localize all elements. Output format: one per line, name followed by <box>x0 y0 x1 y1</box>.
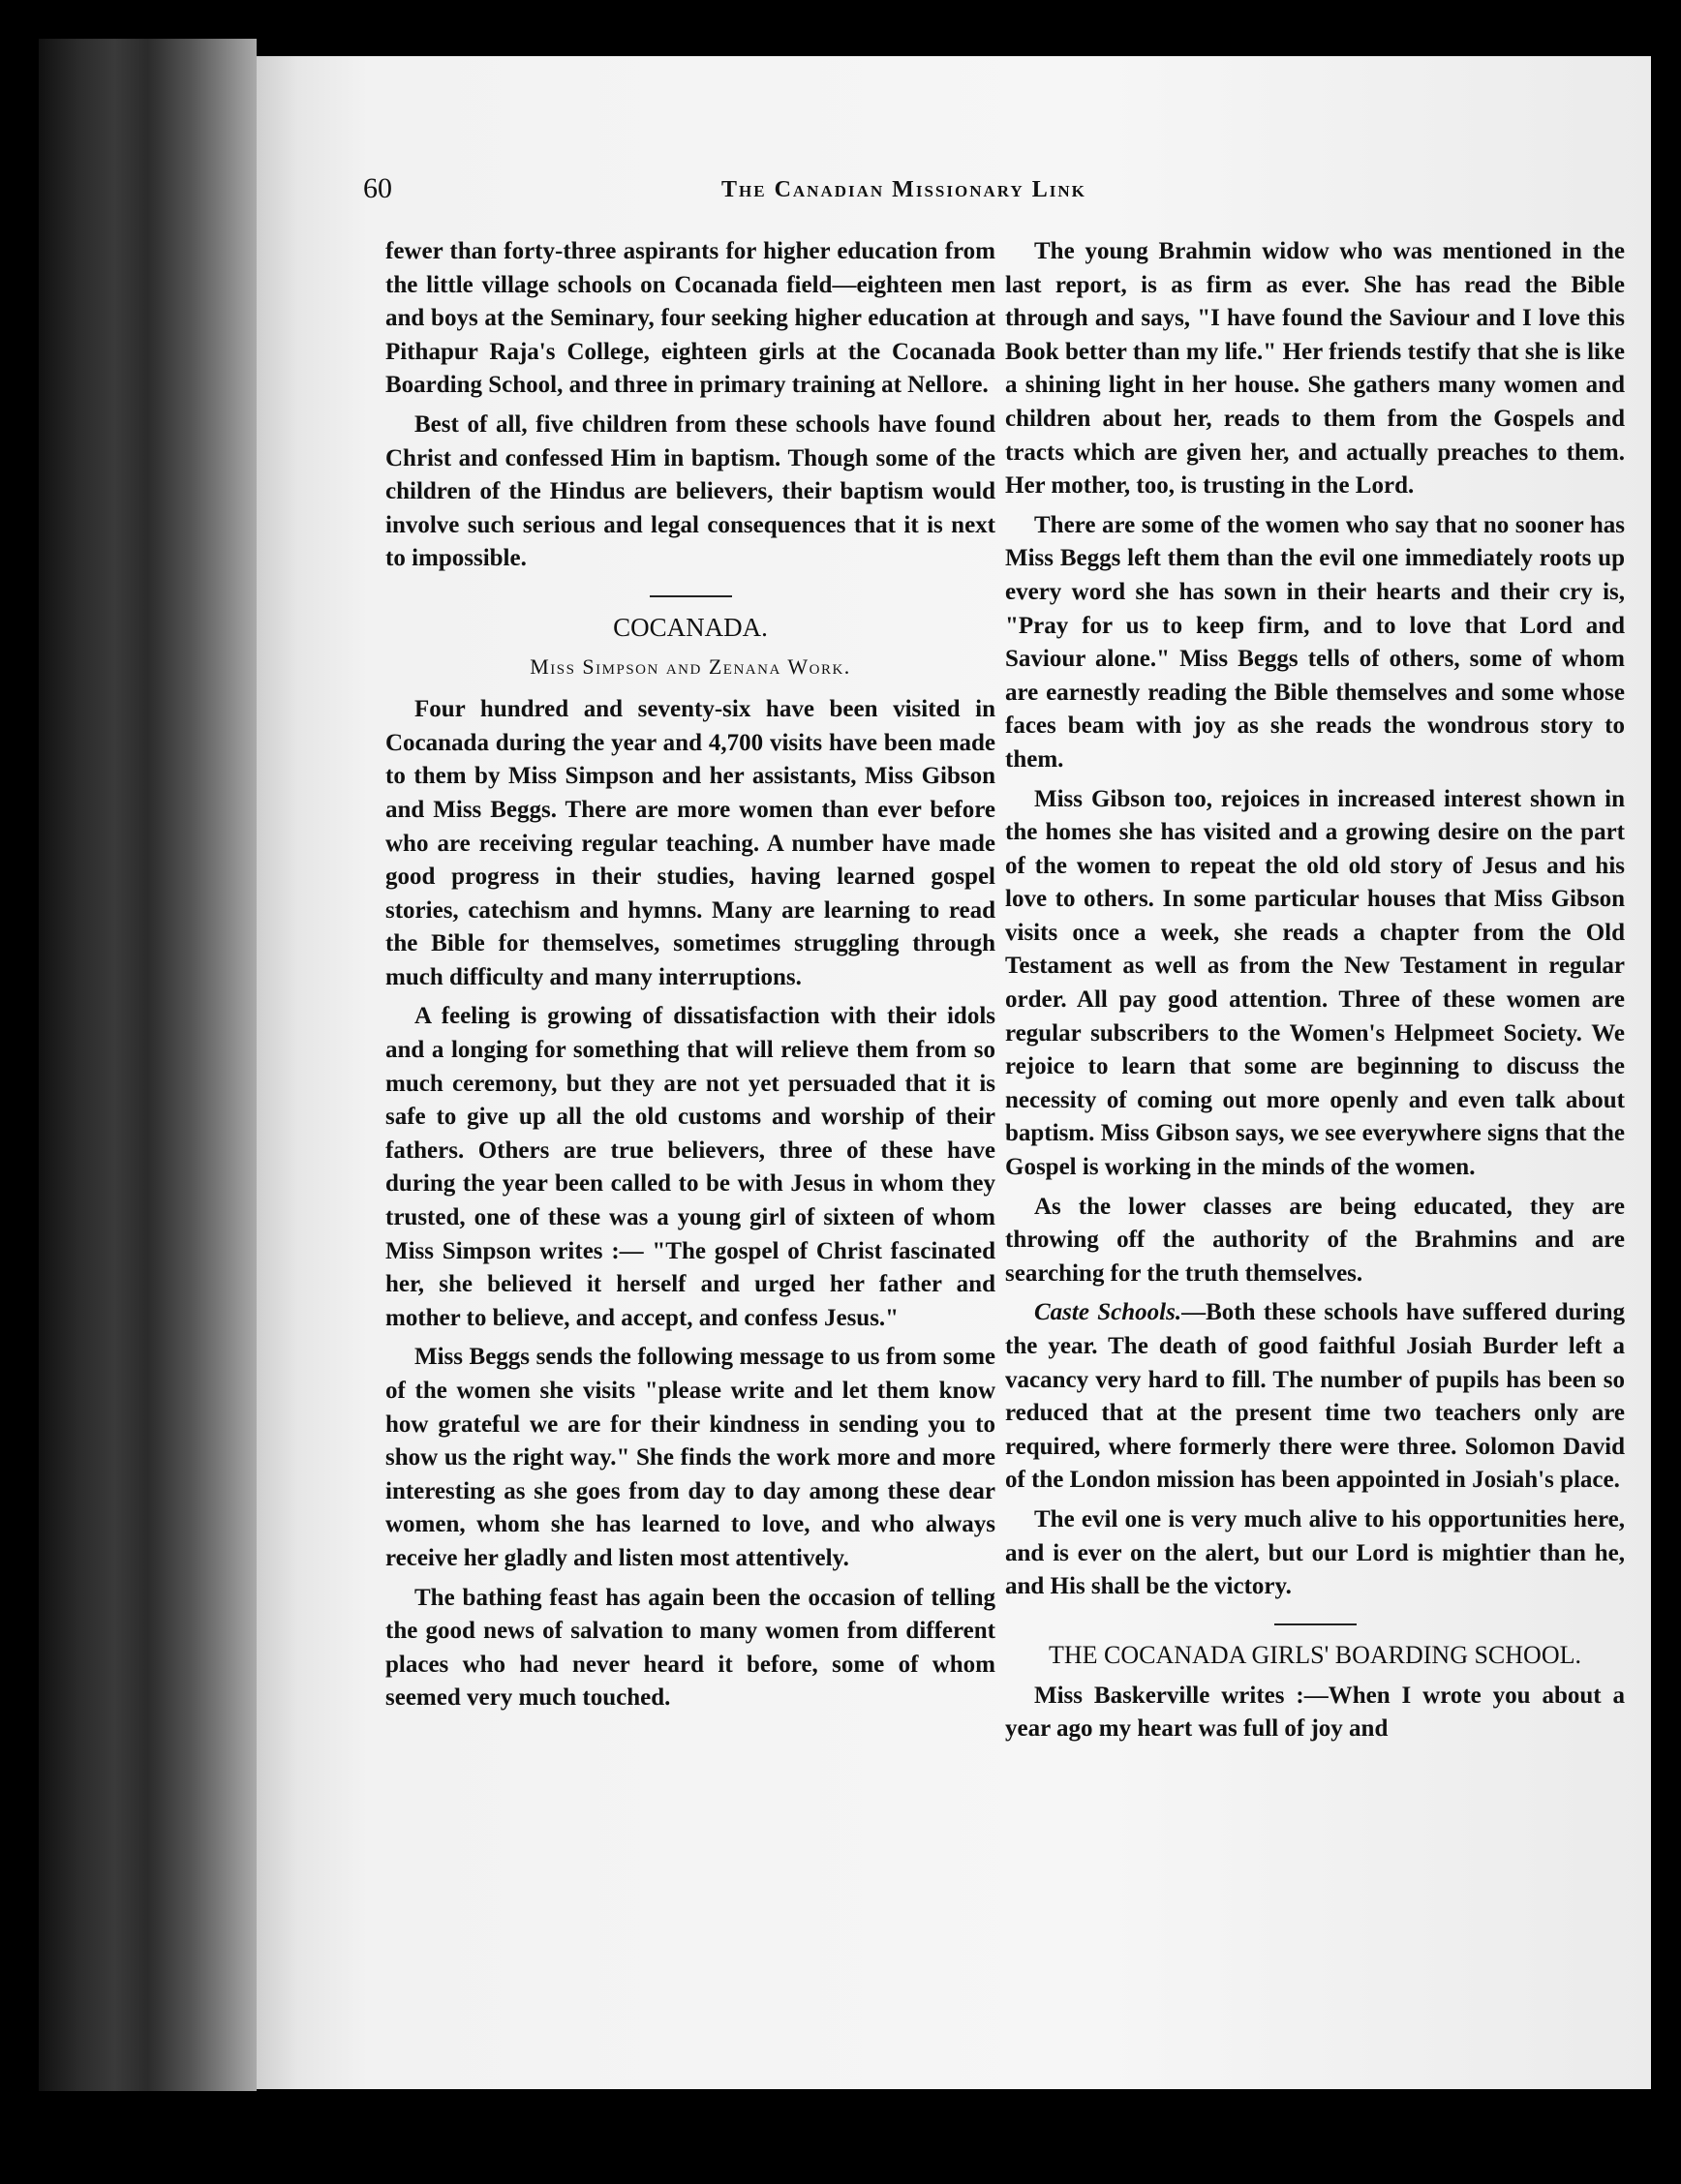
section-title: THE COCANADA GIRLS' BOARDING SCHOOL. <box>1049 1640 1581 1669</box>
paragraph: The evil one is very much alive to his opportunities here, and is ever on the alert, but our Lord is mightier than he, and His shall be the victory. <box>1005 1505 1625 1600</box>
section-title: COCANADA. <box>613 612 768 642</box>
paragraph: Best of all, five children from these schools have found Christ and confessed Him in baptism. Though some of the children of the Hindus are believers, their baptism would involve such serious and legal consequences that it is next to impossible. <box>385 410 995 572</box>
paragraph: fewer than forty-three aspirants for higher education from the little village schools on Cocanada field—eighteen men and boys at the Seminary, four seeking higher education at Pithapur Raja's College, eighteen girls at the Cocanada Boarding School, and three in primary training at Nellore. <box>385 238 995 399</box>
paragraph: The young Brahmin widow who was mentioned in the last report, is as firm as ever. She has read the Bible through and says, "I have found the Saviour and I love this Book better than my life." Her friends testify that she is like a shining light in her house. She gathers many women and children about her, reads to them from the Gospels and tracts which are given her, and actually preaches to them. Her mother, too, is trusting in the Lord. <box>1005 238 1625 500</box>
left-column <box>385 235 995 1721</box>
right-column <box>1005 235 1625 1752</box>
book-spine <box>39 39 257 2091</box>
paragraph: Miss Gibson too, rejoices in increased interest shown in the homes she has visited and a growing desire on the part of the women to repeat the old old story of Jesus and his love to others. In some particular houses that Miss Gibson visits once a week, she reads a chapter from the Old Testament as well as from the New Testament in regular order. All pay good attention. Three of these women are regular subscribers to the Women's Helpmeet Society. We rejoice to learn that some are beginning to discuss the necessity of coming out more openly and even talk about baptism. Miss Gibson says, we see everywhere signs that the Gospel is working in the minds of the women. <box>1005 785 1625 1181</box>
inline-heading: Caste Schools. <box>1034 1299 1182 1326</box>
section-divider <box>650 595 732 597</box>
paragraph <box>1005 1296 1625 1498</box>
paragraph: As the lower classes are being educated, they are throwing off the authority of the Brahmins and are searching for the truth themselves. <box>1005 1193 1625 1287</box>
section-divider <box>1274 1623 1357 1625</box>
book-page <box>257 56 1651 2089</box>
paragraph: There are some of the women who say that no sooner has Miss Beggs left them than the evil one immediately roots up every word she has sown in their hearts and their cry is, "Pray for us to keep firm, and to love that Lord and Saviour alone." Miss Beggs tells of others, some of whom are earnestly reading the Bible themselves and some whose faces beam with joy as she reads the wondrous story to them. <box>1005 511 1625 773</box>
running-head: The Canadian Missionary Link <box>721 177 1086 202</box>
paragraph: The bathing feast has again been the occasion of telling the good news of salvation to many women from different places who had never heard it before, some of whom seemed very much touched. <box>385 1584 995 1712</box>
paragraph: Miss Beggs sends the following message to us from some of the women she visits "please write and let them know how grateful we are for their kindness in sending you to show us the right way." She finds the work more and more interesting as she goes from day to day among these dear women, whom she has learned to love, and who always receive her gladly and listen most attentively. <box>385 1344 995 1571</box>
paragraph-text: —Both these schools have suffered during the year. The death of good faithful Josiah Burder left a vacancy very hard to fill. The number of pupils has been so reduced that at the present time two teachers only are required, where formerly there were three. Solomon David of the London mission has been appointed in Josiah's place. <box>1005 1299 1625 1494</box>
paragraph: A feeling is growing of dissatisfaction with their idols and a longing for something that will relieve them from so much ceremony, but they are not yet persuaded that it is safe to give up all the old customs and worship of their fathers. Others are true believers, three of these have during the year been called to be with Jesus in whom they trusted, one of these was a young girl of sixteen of whom Miss Simpson writes :— "The gospel of Christ fascinated her, she believed it herself and urged her father and mother to believe, and accept, and confess Jesus." <box>385 1003 995 1331</box>
paragraph: Four hundred and seventy-six have been visited in Cocanada during the year and 4,700 visits have been made to them by Miss Simpson and her assistants, Miss Gibson and Miss Beggs. There are more women than ever before who are receiving regular teaching. A number have made good progress in their studies, having learned gospel stories, catechism and hymns. Many are learning to read the Bible for themselves, sometimes struggling through much difficulty and many interruptions. <box>385 696 995 990</box>
section-subtitle: Miss Simpson and Zenana Work. <box>530 653 851 679</box>
paragraph: Miss Baskerville writes :—When I wrote you about a year ago my heart was full of joy and <box>1005 1682 1625 1743</box>
page-number: 60 <box>363 172 392 204</box>
